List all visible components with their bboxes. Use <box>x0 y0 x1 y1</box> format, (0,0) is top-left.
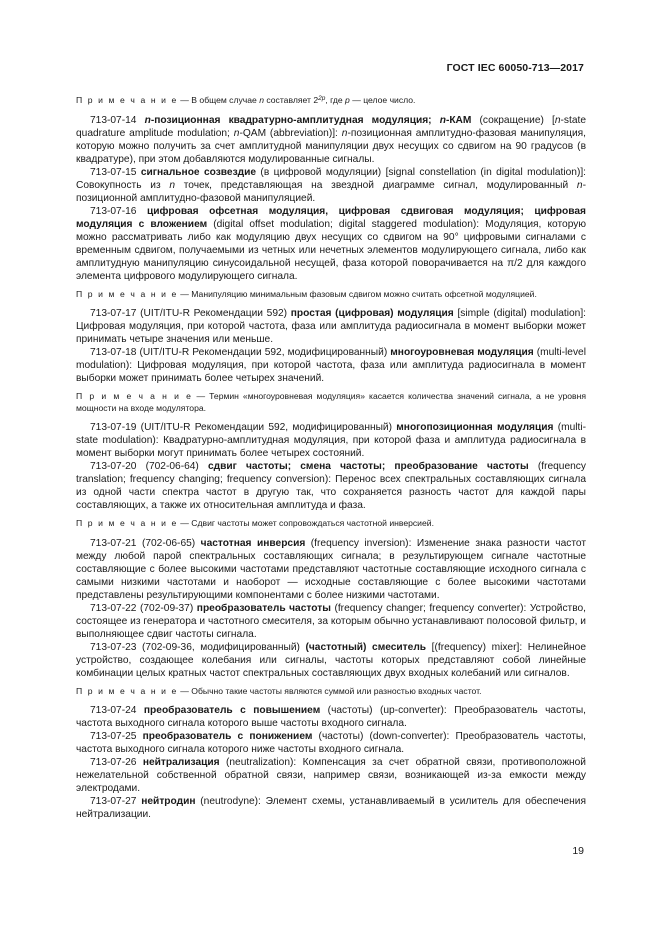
entry-713-07-15: 713-07-15 сигнальное созвездие (в цифровой модуляции) [signal constellation (in digital modulation)]: Совокупность из n точек, представляющая на звездной диаграмме сигнал, модулированный n-позиционной амплитудно-фазовой манипуляцией. <box>76 166 586 204</box>
note-4: П р и м е ч а н и е — Сдвиг частоты может сопровождаться частотной инверсией. <box>76 518 434 528</box>
entry-713-07-16: 713-07-16 цифровая офсетная модуляция, цифровая сдвиговая модуляция; цифровая модуляция с вложением (digital offset modulation; digital staggered modulation): Модуляция, которую можно рассматривать либо как модуляцию двух несущих со сдвигом на 90° цифровыми сигналами с временным сдвигом, получаемыми из четных или нечетных элементов модулирующего сигнала, либо как амплитудную манипуляцию синусоидальной несущей, фаза которой поворачивается на π/2 для каждого элемента цифрового модулирующего сигнала. <box>76 205 586 282</box>
entry-713-07-26: 713-07-26 нейтрализация (neutralization): Компенсация за счет обратной связи, противоположной нежелательной собственной обратной связи, например связи, возникающей из-за емкости между электродами. <box>76 757 587 794</box>
entry-713-07-21: 713-07-21 (702-06-65) частотная инверсия (frequency inversion): Изменение знака разности частот между любой парой спектральных составляющих сигнала; в результирующем сигнале частотные составляющие с более высокими частотами представляют частотные составляющие исходного сигнала с самыми низкими частотами и наоборот — исходные составляющие с более высокими частотами представлены результирующими компонентами с более низкими частотами. <box>76 537 586 601</box>
note-3: П р и м е ч а н и е — Термин «многоуровневая модуляция» касается количества значений сигнала, а не уровня мощности на входе модулятора. <box>76 391 586 413</box>
note-2: П р и м е ч а н и е — Манипуляцию минимальным фазовым сдвигом можно считать офсетной модуляцией. <box>76 288 537 299</box>
entry-713-07-17: 713-07-17 (UIT/ITU-R Рекомендации 592) простая (цифровая) модуляция [simple (digital) modulation]: Цифровая модуляция, при которой частота, фаза или амплитуда радиосигнала в момент выборки может принимать четыре значения или меньше. <box>76 308 586 345</box>
note-1: П р и м е ч а н и е — В общем случае n составляет $2^{2p}$, где p — целое число. <box>76 95 416 105</box>
entry-713-07-27: 713-07-27 нейтродин (neutrodyne): Элемент схемы, устанавливаемый в усилитель для обеспечения нейтрализации. <box>76 796 586 820</box>
entry-713-07-25: 713-07-25 преобразователь с понижением (частоты) (down-converter): Преобразователь частоты, частота выходного сигнала которого ниже частоты входного сигнала. <box>76 731 587 755</box>
entry-713-07-22: 713-07-22 (702-09-37) преобразователь частоты (frequency changer; frequency converter): Устройство, состоящее из генератора и частотного смесителя, за которым обычно устанавливают полосовой фильтр, и выполняющее сдвиг частоты сигнала. <box>76 602 587 640</box>
entry-713-07-18: 713-07-18 (UIT/ITU-R Рекомендации 592, модифицированный) многоуровневая модуляция (multi-level modulation): Цифровая модуляция, при которой частота, фаза или амплитуда радиосигнала в момент выборки может принимать более четырех значений. <box>76 347 586 384</box>
entry-713-07-20: 713-07-20 (702-06-64) сдвиг частоты; смена частоты; преобразование частоты (frequency translation; frequency changing; frequency conversion): Перенос всех спектральных составляющих сигнала из одной части спектра частот в другую так, что сохраняется разность частот для каждой пары составляющих, а также их относительная амплитуда и фаза. <box>76 461 586 511</box>
document-body <box>76 89 586 821</box>
page-number: 19 <box>572 845 584 857</box>
entry-713-07-14: 713-07-14 n-позиционная квадратурно-амплитудная модуляция; n-КАМ (сокращение) [n-state quadrature amplitude modulation; n-QAM (abbreviation)]: n-позиционная амплитудно-фазовая манипуляция, которую можно получить за счет амплитудной манипуляции двух несущих со сдвигом на 90 градусов (в квадратуре), при этом добавляются модулированные сигналы. <box>76 114 587 165</box>
entry-713-07-24: 713-07-24 преобразователь с повышением (частоты) (up-converter): Преобразователь частоты, частота выходного сигнала которого выше частоты входного сигнала. <box>76 705 587 729</box>
note-label: П р и м е ч а н и е <box>76 95 178 105</box>
entry-713-07-19: 713-07-19 (UIT/ITU-R Рекомендации 592, модифицированный) многопозиционная модуляция (multi-state modulation): Квадратурно-амплитудная модуляция, при которой фаза и амплитуда радиосигнала в момент выборки могут принимать более четырех состояний. <box>76 422 586 459</box>
standard-header: ГОСТ IEC 60050-713—2017 <box>446 62 584 74</box>
entry-713-07-23: 713-07-23 (702-09-36, модифицированный) (частотный) смеситель [(frequency) mixer]: Нелинейное устройство, создающее колебания или сигналы, частоты которых представляют собой линейные комбинации целых кратных частот спектральных составляющих двух входных колебаний или сигналов. <box>76 641 586 679</box>
note-5: П р и м е ч а н и е — Обычно такие частоты являются суммой или разностью входных частот. <box>76 685 482 696</box>
